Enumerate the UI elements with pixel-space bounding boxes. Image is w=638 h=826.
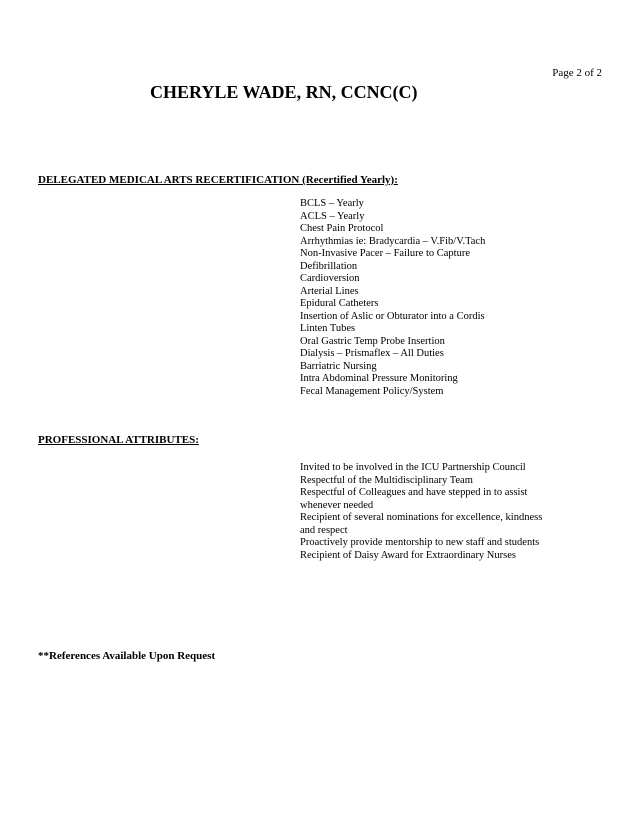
list-item: Recipient of several nominations for excellence, kindness: [300, 512, 543, 523]
list-item: Recipient of Daisy Award for Extraordinary Nurses: [300, 549, 516, 561]
delegated-medical-arts-heading: DELEGATED MEDICAL ARTS RECERTIFICATION (Recertified Yearly):: [38, 174, 398, 186]
list-item: Respectful of Colleagues and have stepped in to assist: [300, 487, 528, 498]
list-item: Cardioversion: [300, 273, 360, 284]
list-item: Proactively provide mentorship to new staff and students: [300, 537, 540, 548]
resume-name-header: CHERYLE WADE, RN, CCNC(C): [150, 82, 418, 102]
list-item: whenever needed: [300, 499, 374, 511]
list-item: Epidural Catheters: [300, 298, 379, 309]
list-item: Defibrillation: [300, 260, 358, 272]
list-item: ACLS – Yearly: [300, 210, 365, 222]
list-item: Respectful of the Multidisciplinary Team: [300, 474, 473, 486]
page-number: Page 2 of 2: [552, 67, 602, 79]
list-item: Arterial Lines: [300, 285, 359, 297]
list-item: Arrhythmias ie: Bradycardia – V.Fib/V.Tach: [300, 235, 486, 247]
list-item: Non-Invasive Pacer – Failure to Capture: [300, 248, 470, 259]
professional-attributes-heading: PROFESSIONAL ATTRIBUTES:: [38, 434, 199, 446]
list-item: Invited to be involved in the ICU Partnership Council: [300, 462, 526, 473]
delegated-medical-arts-list: [300, 198, 485, 398]
list-item: Oral Gastric Temp Probe Insertion: [300, 335, 445, 347]
list-item: Intra Abdominal Pressure Monitoring: [300, 373, 458, 384]
list-item: Dialysis – Prismaflex – All Duties: [300, 348, 444, 359]
list-item: Chest Pain Protocol: [300, 223, 384, 234]
list-item: Insertion of Aslic or Obturator into a Cordis: [300, 310, 485, 322]
references-note: **References Available Upon Request: [38, 650, 216, 662]
list-item: and respect: [300, 524, 348, 536]
list-item: BCLS – Yearly: [300, 198, 364, 209]
list-item: Fecal Management Policy/System: [300, 385, 444, 397]
list-item: Barriatric Nursing: [300, 360, 377, 372]
list-item: Linten Tubes: [300, 323, 356, 334]
professional-attributes-list: [300, 462, 590, 562]
